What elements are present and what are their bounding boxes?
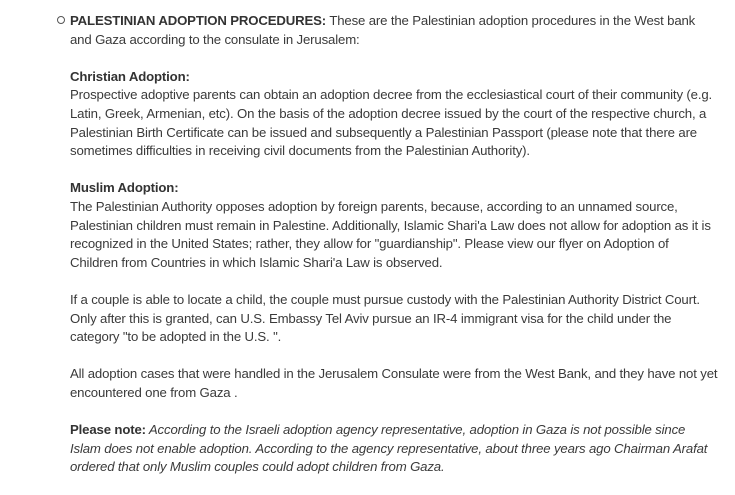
note-text: According to the Israeli adoption agency representative, adoption in Gaza is not possible since Islam does not enable adoption. According to the agency representative, about three years ago Chairman Arafat ordered that only Muslim couples could adopt children from Gaza. [70,422,708,475]
custody-paragraph: If a couple is able to locate a child, the couple must pursue custody with the Palestinian Authority District Court. Only after this is granted, can U.S. Embassy Tel Aviv pursue an IR-4 immigrant visa for the child under the category "to be adopted in the U.S. ". [70,291,700,345]
note-paragraph [70,421,718,477]
intro-paragraph [70,12,718,49]
christian-adoption-paragraph [70,68,718,161]
christian-adoption-text: Prospective adoptive parents can obtain an adoption decree from the ecclesiastical court of their community (e.g. Latin, Greek, Armenian, etc). On the basis of the adoption decree issued by the court of the respective church, a Palestinian Birth Certificate can be issued and subsequently a Palestinian Passport (please note that there are sometimes difficulties in receiving civil documents from the Palestinian Authority). [70,87,713,159]
list-bullet-icon [57,16,65,24]
muslim-adoption-text: The Palestinian Authority opposes adoption by foreign parents, because, according to an unnamed source, Palestinian children must remain in Palestine. Additionally, Islamic Shari'a Law does not allow for adoption as it is recognized in the United States; rather, they allow for "guardianship". Please view our flyer on Adoption of Children from Countries in which Islamic Shari'a Law is observed. [70,198,711,270]
christian-adoption-heading: Christian Adoption: [70,68,190,84]
muslim-adoption-paragraph [70,179,718,272]
adoption-procedures-section [70,12,718,495]
section-title: PALESTINIAN ADOPTION PROCEDURES: [70,13,327,28]
note-label: Please note: [70,422,146,438]
muslim-adoption-heading: Muslim Adoption: [70,180,179,196]
intro-text: These are the Palestinian adoption procedures in the West bank and Gaza according to the consulate in Jerusalem: [70,13,696,47]
cases-paragraph: All adoption cases that were handled in the Jerusalem Consulate were from the West Bank, and they have not yet encountered one from Gaza . [70,366,718,400]
